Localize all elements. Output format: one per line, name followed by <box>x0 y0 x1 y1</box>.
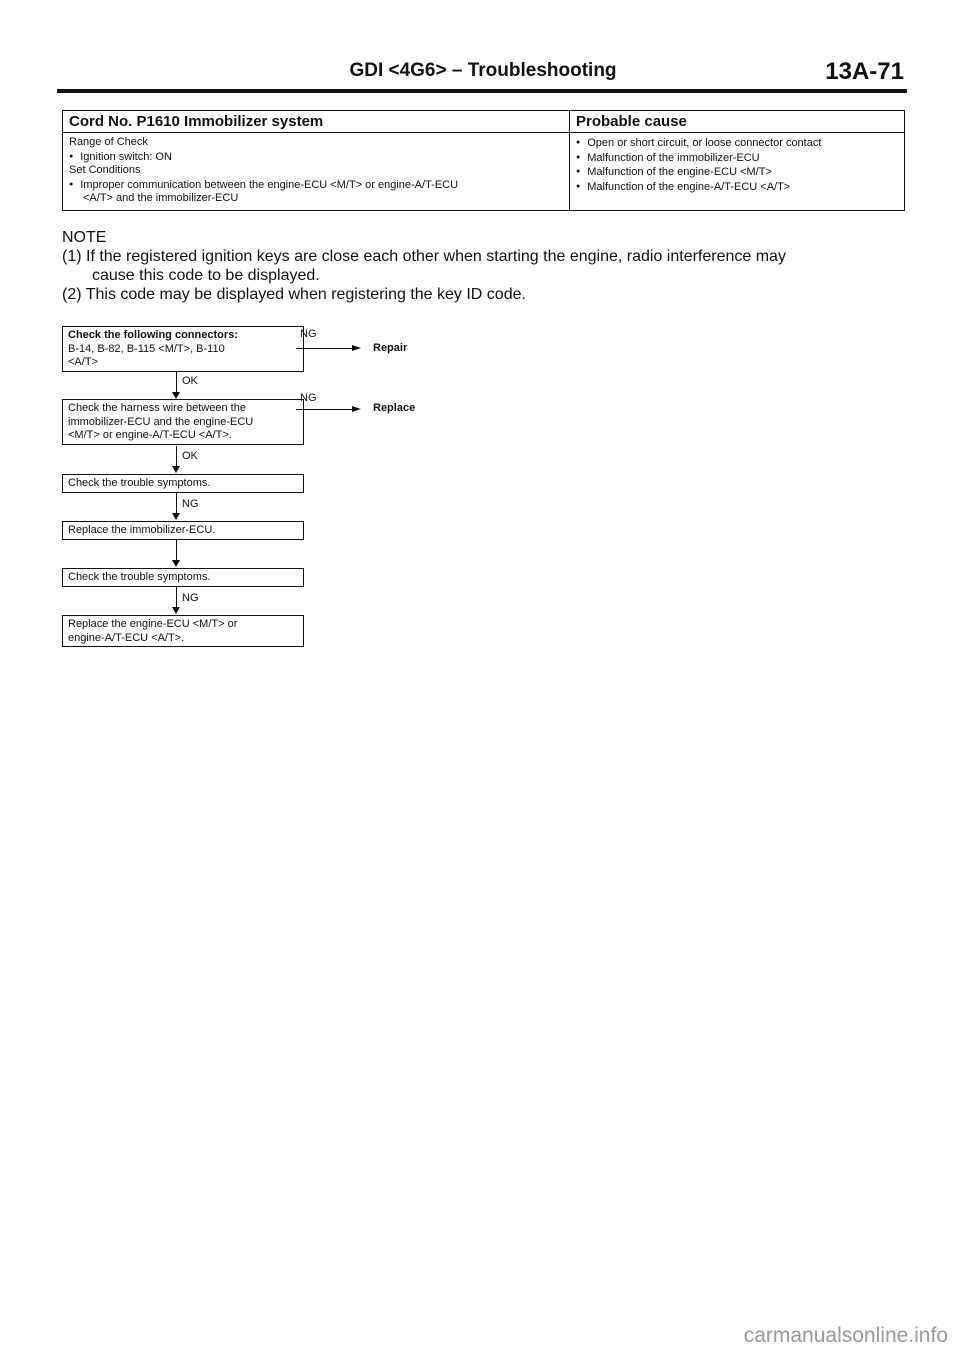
watermark: carmanualsonline.info <box>743 1324 948 1347</box>
note-item-1-cont: cause this code to be displayed. <box>92 267 320 284</box>
step-text: <A/T> <box>68 356 98 368</box>
set-conditions-item: ● Improper communication between the engine-ECU <M/T> or engine-A/T-ECU <box>69 178 563 193</box>
note-title: NOTE <box>62 229 107 246</box>
probable-cause-table <box>62 110 905 211</box>
note-section <box>62 228 912 304</box>
range-of-check-label: Range of Check <box>69 136 148 148</box>
arrow-down-icon <box>172 513 180 520</box>
range-of-check-item: ● Ignition switch: ON <box>69 150 563 165</box>
ng-label: NG <box>300 328 317 340</box>
result-replace: Replace <box>373 402 416 414</box>
arrow-down-icon <box>172 392 180 399</box>
check-conditions-cell <box>63 133 570 211</box>
ng-label: NG <box>182 592 199 604</box>
step-text: B-14, B-82, B-115 <M/T>, B-110 <box>68 342 225 355</box>
step-text: Check the harness wire between the <box>68 402 246 414</box>
page-number: 13A-71 <box>825 58 904 85</box>
step-text: Check the following connectors: <box>68 329 238 341</box>
flow-connector <box>176 446 177 466</box>
step-check-symptoms-2: Check the trouble symptoms. <box>62 568 304 587</box>
ng-label: NG <box>182 498 199 510</box>
result-repair: Repair <box>373 342 408 354</box>
probable-cause-item: ● Malfunction of the immobilizer-ECU <box>576 151 898 166</box>
page-title: GDI <4G6> – Troubleshooting <box>349 60 617 81</box>
note-item-2: (2) This code may be displayed when registering the key ID code. <box>62 286 526 303</box>
step-check-symptoms: Check the trouble symptoms. <box>62 474 304 493</box>
step-text: immobilizer-ECU and the engine-ECU <box>68 415 254 428</box>
page-header <box>60 58 906 86</box>
step-replace-immobilizer: Replace the immobilizer-ECU. <box>62 521 304 540</box>
ok-label: OK <box>182 375 198 387</box>
arrow-down-icon <box>172 560 180 567</box>
ng-label: NG <box>300 392 317 404</box>
step-text: engine-A/T-ECU <A/T>. <box>68 631 185 644</box>
note-item-1: (1) If the registered ignition keys are close each other when starting the engine, radio interference may <box>62 248 786 265</box>
ok-label: OK <box>182 450 198 462</box>
step-check-harness <box>62 399 304 445</box>
arrow-down-icon <box>172 466 180 473</box>
set-conditions-label: Set Conditions <box>69 164 141 176</box>
arrow-down-icon <box>172 607 180 614</box>
probable-cause-item: ● Malfunction of the engine-ECU <M/T> <box>576 165 898 180</box>
header-rule <box>57 89 907 93</box>
probable-cause-item: ● Malfunction of the engine-A/T-ECU <A/T> <box>576 180 898 195</box>
probable-cause-item: ● Open or short circuit, or loose connector contact <box>576 136 898 151</box>
ng-connector <box>296 409 352 410</box>
step-text: <M/T> or engine-A/T-ECU <A/T>. <box>68 429 232 441</box>
step-replace-engine-ecu <box>62 615 304 647</box>
step-text: Replace the engine-ECU <M/T> or <box>68 618 238 630</box>
flow-connector <box>176 372 177 392</box>
ng-connector <box>296 348 352 349</box>
probable-cause-heading: Probable cause <box>570 111 905 133</box>
flow-connector <box>176 493 177 513</box>
step-check-connectors <box>62 326 304 372</box>
set-conditions-item-cont: <A/T> and the immobilizer-ECU <box>83 192 239 204</box>
arrow-right-icon <box>352 406 361 412</box>
probable-cause-cell <box>570 133 905 211</box>
arrow-right-icon <box>352 345 361 351</box>
flow-connector <box>176 587 177 607</box>
code-heading: Cord No. P1610 Immobilizer system <box>63 111 570 133</box>
flow-connector <box>176 540 177 560</box>
